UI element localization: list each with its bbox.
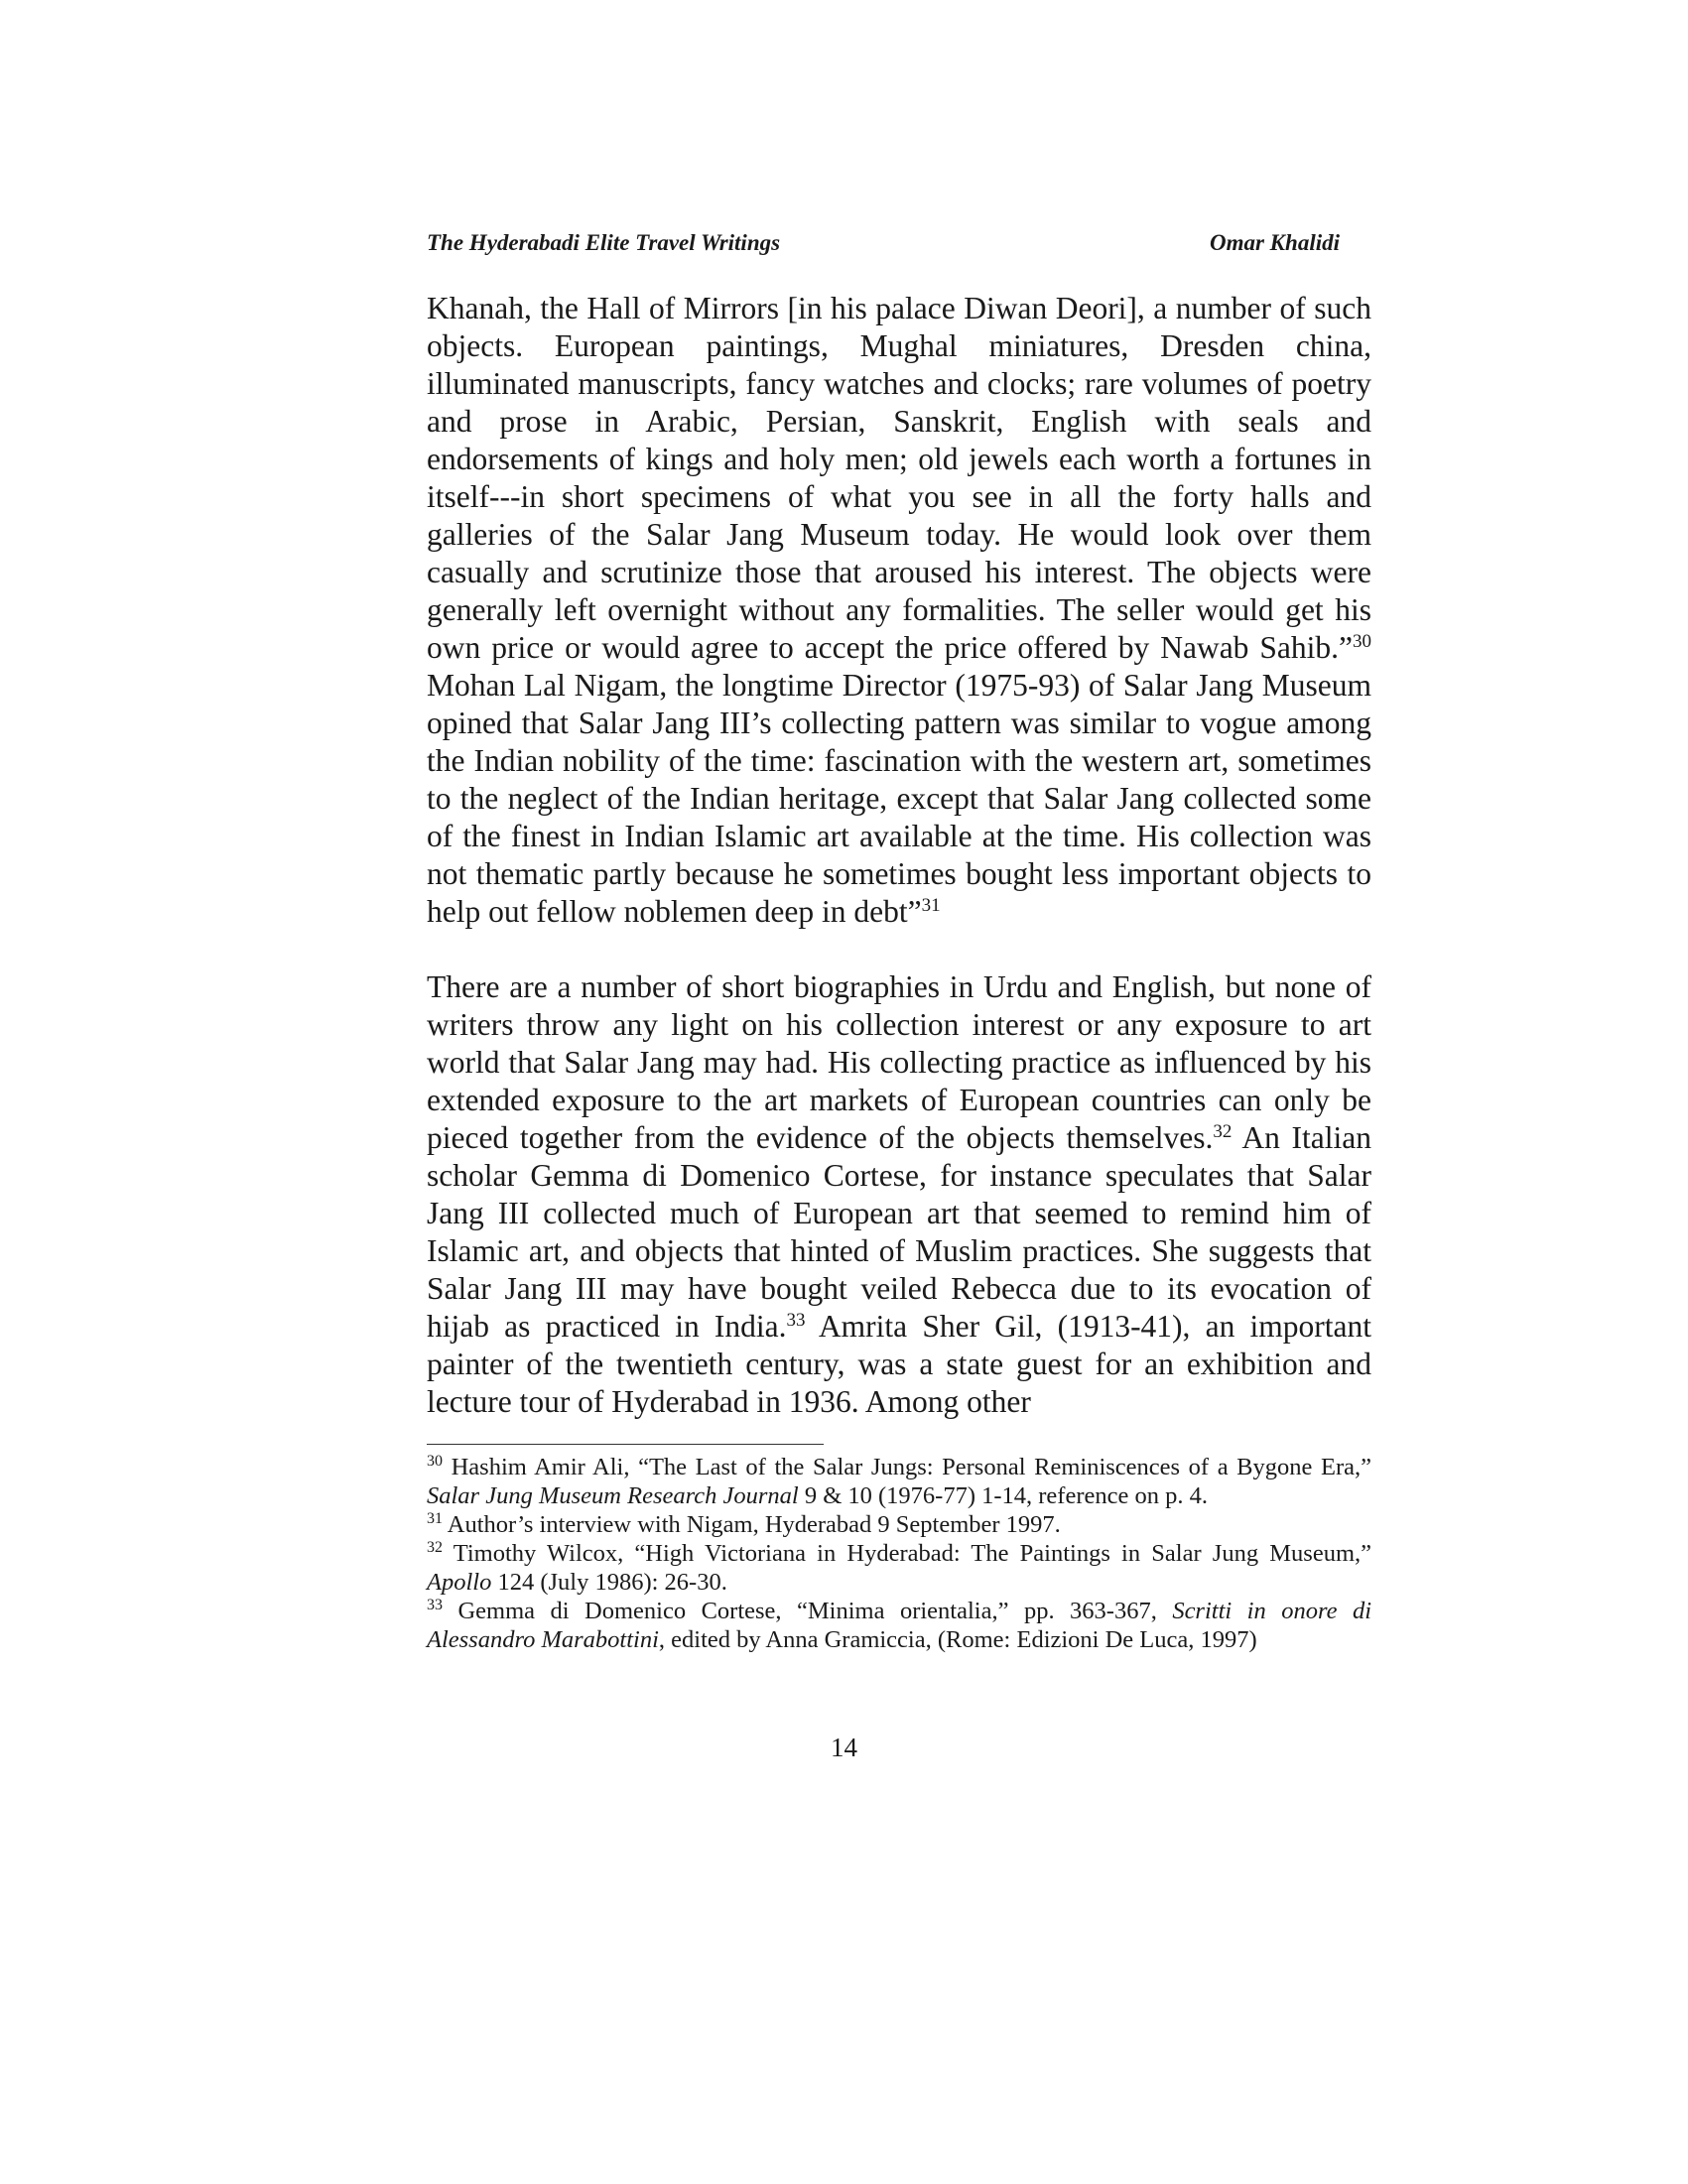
paragraph-2-text-c: Amrita Sher Gil, (1913-41), an important painter of the twentieth century, was a state guest for an exhibition and lecture tour of Hyderabad in 1936. Among other — [427, 1309, 1371, 1419]
footnote-title: Salar Jung Museum Research Journal — [427, 1482, 799, 1509]
footnote-title: Apollo — [427, 1569, 492, 1596]
footnote-divider — [427, 1444, 824, 1445]
footnote-text: Timothy Wilcox, “High Victoriana in Hyderabad: The Paintings in Salar Jung Museum,” — [443, 1540, 1371, 1567]
paragraph-1-text-b: Mohan Lal Nigam, the longtime Director (1975-93) of Salar Jang Museum opined that Salar Jang III’s collecting pattern was similar to vogue among the Indian nobility of the time: fascination with the western art, sometimes to the neglect of the Indian heritage, except that Salar Jang collected some of the finest in Indian Islamic art available at the time. His collection was not thematic partly because he sometimes bought less important objects to help out fellow noblemen deep in debt” — [427, 668, 1371, 929]
footnote-text: , edited by Anna Gramiccia, (Rome: Edizioni De Luca, 1997) — [658, 1626, 1257, 1653]
body-text — [427, 290, 1371, 1421]
footnote-ref-32[interactable]: 32 — [1213, 1121, 1233, 1142]
paragraph-1-text-a: Khanah, the Hall of Mirrors [in his palace Diwan Deori], a number of such objects. European paintings, Mughal miniatures, Dresden china, illuminated manuscripts, fancy watches and clocks; rare volumes of poetry and prose in Arabic, Persian, Sanskrit, English with seals and endorsements of kings and holy men; old jewels each worth a fortunes in itself---in short specimens of what you see in all the forty halls and galleries of the Salar Jang Museum today. He would look over them casually and scrutinize those that aroused his interest. The objects were generally left overnight without any formalities. The seller would get his own price or would agree to accept the price offered by Nawab Sahib.” — [427, 291, 1371, 665]
footnote-number: 31 — [427, 1510, 443, 1527]
footnote-ref-31[interactable]: 31 — [921, 895, 941, 916]
footnote-ref-33[interactable]: 33 — [786, 1310, 806, 1331]
footnote-number: 30 — [427, 1453, 443, 1470]
footnotes — [427, 1453, 1371, 1654]
paragraph-2-text-a: There are a number of short biographies in Urdu and English, but none of writers throw any light on his collection interest or any exposure to art world that Salar Jang may had. His collecting practice as influenced by his extended exposure to the art markets of European countries can only be pieced together from the evidence of the objects themselves. — [427, 969, 1371, 1155]
footnote-number: 32 — [427, 1539, 443, 1556]
footnote-text: Gemma di Domenico Cortese, “Minima orientalia,” pp. 363-367, — [443, 1598, 1173, 1624]
footnote-number: 33 — [427, 1597, 443, 1613]
running-header — [427, 230, 1340, 264]
running-author: Omar Khalidi — [1209, 230, 1340, 255]
paragraph-1 — [427, 290, 1371, 931]
footnote-33 — [427, 1597, 1371, 1654]
footnote-31 — [427, 1510, 1371, 1539]
footnote-text: 124 (July 1986): 26-30. — [491, 1569, 727, 1596]
page-number: 14 — [831, 1733, 857, 1762]
paragraph-2 — [427, 968, 1371, 1421]
footnote-30 — [427, 1453, 1371, 1510]
footnote-ref-30[interactable]: 30 — [1353, 631, 1371, 652]
footnote-title: Scritti in onore di Alessandro Marabottini — [427, 1598, 1371, 1653]
footnote-text: Hashim Amir Ali, “The Last of the Salar Jungs: Personal Reminiscences of a Bygone Era,” — [443, 1454, 1371, 1480]
footnote-32 — [427, 1539, 1371, 1597]
paragraph-2-text-b: An Italian scholar Gemma di Domenico Cortese, for instance speculates that Salar Jang III collected much of European art that seemed to remind him of Islamic art, and objects that hinted of Muslim practices. She suggests that Salar Jang III may have bought veiled Rebecca due to its evocation of hijab as practiced in India. — [427, 1120, 1371, 1344]
running-title: The Hyderabadi Elite Travel Writings — [427, 230, 781, 255]
footnote-text: Author’s interview with Nigam, Hyderabad 9 September 1997. — [443, 1511, 1061, 1538]
footnote-text: 9 & 10 (1976-77) 1-14, reference on p. 4. — [798, 1482, 1208, 1509]
